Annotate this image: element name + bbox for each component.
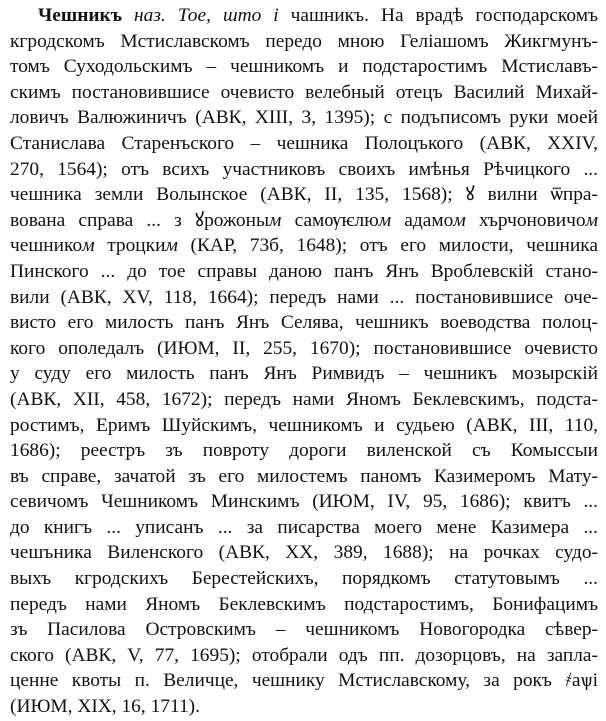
entry-line-last: (ИЮМ, XIX, 16, 1711). [10,696,200,718]
entry-line: 270, 1564); отъ всихъ участниковъ своихъ имѣнья Рѣчицкого ... [10,158,598,180]
abbrev-m: м [165,235,178,257]
entry-line: чешника земли Волынское (АВК, II, 135, 1568); ꙋ вилни ѿпра- [10,184,598,206]
headword: Чешникъ [38,5,123,26]
entry-line: у суду его милость панъ Янъ Римвидъ – чешникъ мозырскій [10,363,598,385]
entry-line: севичомъ Чешникомъ Минскимъ (ИЮМ, IV, 95, 1686); квитъ ... [10,491,598,513]
entry-line: въ справе, зачатой зъ его милостемъ паномъ Казимеромъ Мату- [10,465,598,487]
entry-line: чешъника Виленского (АВК, XX, 389, 1688); на рочках судо- [10,542,598,564]
abbrev-m: м [269,209,282,231]
entry-line-1 [10,3,598,29]
abbrev-m: м [585,209,598,231]
entry-text: чашникъ. На врадѣ господарскомъ [278,5,598,26]
entry-line: до книгъ ... уписанъ ... за писарства моего мене Казимера ... [10,516,598,538]
entry-line: кого ополедалъ (ИЮМ, II, 255, 1670); постановившисе очевисто [10,337,598,359]
entry-line-quote: вована справа ... з ꙋрожоным самѹѥлюм адамом хърчоновичом [10,209,598,231]
entry-line: вили (АВК, XV, 118, 1664); передъ нами ... постановившисе оче- [10,286,598,308]
entry-line: ценне квоты п. Величце, чешнику Мстиславскому, за рокъ ҂аѱі [10,670,598,692]
entry-line: выхъ кгродскихъ Берестейскихъ, порядкомъ статутовымъ ... [10,568,598,590]
entry-line: передъ нами Яномъ Беклевскимъ подстаростимъ, Бонифацимъ [10,593,598,615]
entry-line: чешником троцким (КАР, 73б, 1648); отъ его милости, чешника [10,235,598,257]
abbrev-m: м [82,235,95,257]
entry-line: кгродскомъ Мстиславскомъ передо мною Геліашомъ Жикгмунъ- [10,30,598,52]
entry-line: висто его милость панъ Янъ Селява, чешникъ воеводства полоц- [10,312,598,334]
entry-line: скимъ постановившисе очевисто велебный отецъ Василий Михай- [10,81,598,103]
entry-line: 1686); реестръ зъ повроту дороги виленской съ Комыссыи [10,440,598,462]
entry-line: томъ Суходольскимъ – чешникомъ и подстаростимъ Мстиславъ- [10,56,598,78]
entry-line: (АВК, XII, 458, 1672); передъ нами Яномъ Беклевскимъ, подста- [10,388,598,410]
abbrev-m: м [378,209,392,231]
entry-line: ростимъ, Еримъ Шуйскимъ, чешникомъ и судьею (АВК, III, 110, [10,414,598,436]
grammar-note: наз. Тое, што і [134,5,279,26]
entry-line: ского (АВК, V, 77, 1695); отобрали одъ пп. дозорцовъ, на запла- [10,644,598,666]
entry-line: Станислава Старенъского – чешника Полоцъкого (АВК, XXIV, [10,132,598,154]
entry-line: Пинского ... до тое справы даною панъ Янъ Вроблевскій стано- [10,260,598,282]
entry-line: зъ Пасилова Островскимъ – чешникомъ Новогородка сѣвер- [10,619,598,641]
entry-line: ловичъ Валюжиничъ (АВК, XIII, 3, 1395); с подъписомъ руки моей [10,107,598,129]
abbrev-m: м [453,209,466,231]
